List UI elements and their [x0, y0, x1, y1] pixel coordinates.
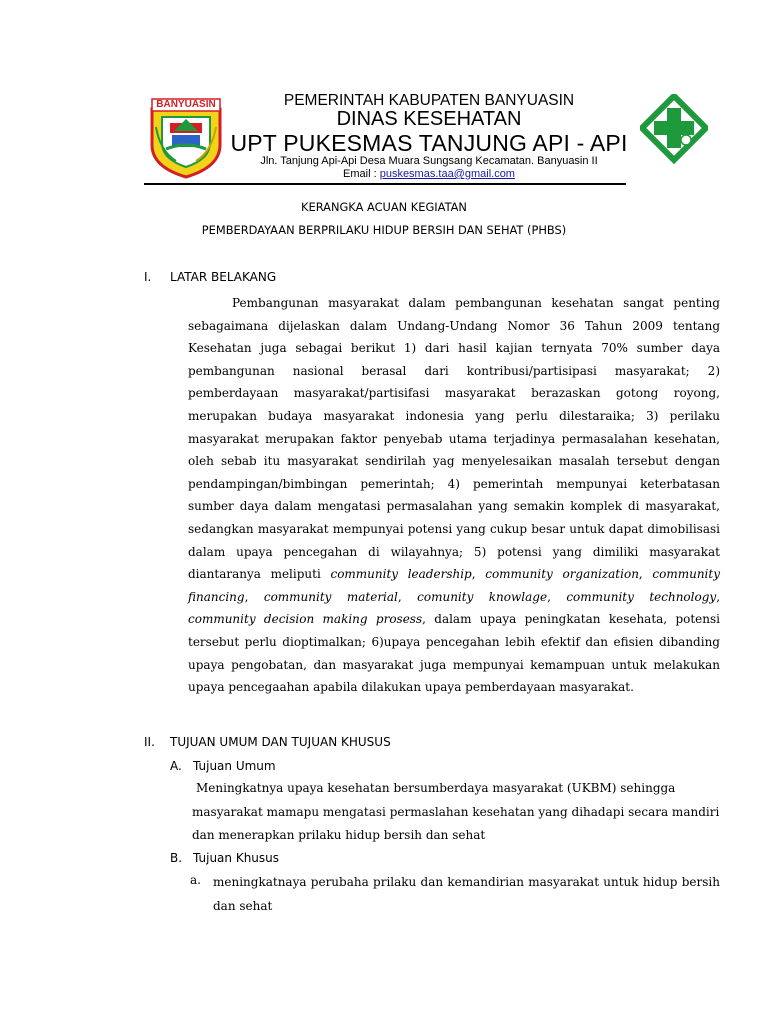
- document-title: KERANGKA ACUAN KEGIATAN: [301, 200, 467, 214]
- subsection-a-line1: Meningkatnya upaya kesehatan bersumberdaya masyarakat (UKBM) sehingga: [196, 781, 676, 795]
- letterhead-line1: PEMERINTAH KABUPATEN BANYUASIN: [283, 92, 575, 109]
- subsection-a-paragraph: [192, 777, 720, 848]
- subsection-a-title: Tujuan Umum: [193, 759, 276, 773]
- section1-heading: LATAR BELAKANG: [170, 270, 277, 284]
- list-item-text: meningkatnaya perubaha prilaku dan kemandirian masyarakat untuk hidup bersih dan sehat: [213, 875, 720, 913]
- letterhead-divider: [144, 183, 626, 185]
- email-label: Email :: [343, 168, 380, 180]
- section2-number: II.: [144, 735, 155, 749]
- subsection-a-line3: dan menerapkan prilaku hidup bersih dan sehat: [192, 828, 486, 842]
- subsection-b-title: Tujuan Khusus: [193, 851, 280, 865]
- letterhead-line2: DINAS KESEHATAN: [336, 108, 522, 130]
- section2-heading: TUJUAN UMUM DAN TUJUAN KHUSUS: [170, 735, 391, 749]
- email-link[interactable]: puskesmas.taa@gmail.com: [379, 168, 515, 180]
- section1-number: I.: [144, 270, 152, 284]
- subsection-a-label: A.: [170, 759, 182, 773]
- subsection-b-label: B.: [170, 851, 183, 865]
- left-logo-label: BANYUASIN: [156, 99, 216, 110]
- letterhead-line3: UPT PUKESMAS TANJUNG API - API: [230, 130, 628, 156]
- list-item-marker: a.: [190, 873, 201, 887]
- letterhead-address: Jln. Tanjung Api-Api Desa Muara Sungsang Kecamatan. Banyuasin II: [260, 155, 598, 167]
- document-subtitle: PEMBERDAYAAN BERPRILAKU HIDUP BERSIH DAN SEHAT (PHBS): [201, 223, 567, 237]
- subsection-a-line2: masyarakat mamapu mengatasi permaslahan kesehatan yang dihadapi secara mandiri: [192, 804, 720, 819]
- section1-paragraph: Pembangunan masyarakat dalam pembangunan kesehatan sangat penting sebagaimana dijelaskan dalam Undang-Undang Nomor 36 Tahun 2009 tentang Kesehatan juga sebagai berikut 1) dari hasil kajian ternyata 70% sumber daya pembangunan nasional berasal dari kontribusi/partisipasi masyarakat; 2) pemberdayaan masyarakat/partisifasi masyarakat berazaskan gotong royong, merupakan budaya masyarakat indonesia yang perlu dilestaraika; 3) perilaku masyarakat merupakan faktor penyebab utama terjadinya permasalahan kesehatan, oleh sebab itu masyarakat sendirilah yag menyelesaikan masalah tersebut dengan pendampingan/bimbingan pemerintah; 4) pemerintah mempunyai keterbatasan sumber daya dalam mengatasi permasalahan yang semakin komplek di masyarakat, sedangkan masyarakat mempunyai potensi yang cukup besar untuk dapat dimobilisasi dalam upaya pencegahan di wilayahnya; 5) potensi yang dimiliki masyarakat diantaranya meliputi community leadership, community organization, community financing, community material, comunity knowlage, community technology, community decision making prosess, dalam upaya peningkatan kesehata, potensi tersebut perlu dioptimalkan; 6)upaya pencegahan lebih efektif dan efisien dibanding upaya pengobatan, dan masyarakat juga mempunyai kemampuan untuk melakukan upaya pencegaahan apabila dilakukan upaya pemberdayaan masyarakat.: [188, 296, 721, 695]
- puskesmas-cross-logo-icon: [640, 94, 708, 178]
